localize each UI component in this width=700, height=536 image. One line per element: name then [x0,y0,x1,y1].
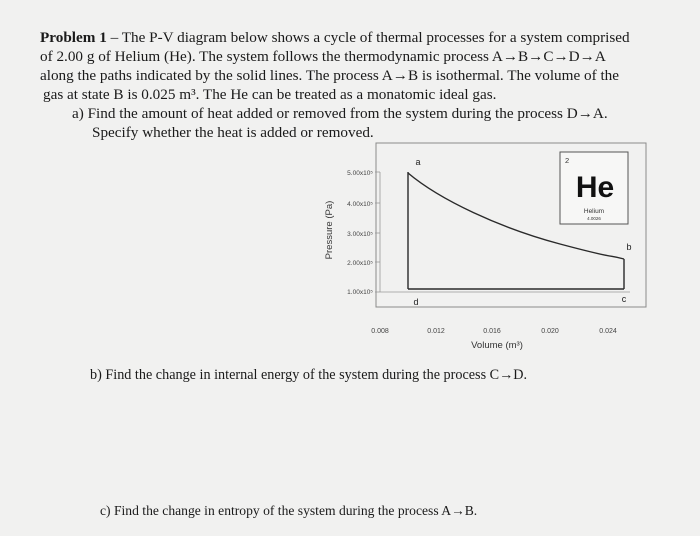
element-name: Helium [583,208,605,215]
x-axis-title: Volume (m³) [471,340,523,351]
point-label-a: a [415,157,421,167]
x-tick-label: 0.024 [599,328,617,335]
point-label-d: d [413,297,419,307]
part-a-line-2: Specify whether the heat is added or removed. [92,124,374,141]
problem-line-3: along the paths indicated by the solid lines. The process A→B is isothermal. The volume of the [40,67,619,84]
y-axis-title: Pressure (Pa) [324,200,335,260]
element-symbol: He [575,171,615,204]
part-c: c) Find the change in entropy of the system during the process A→B. [100,503,478,518]
part-b: b) Find the change in internal energy of the system during the process C→D. [90,367,528,383]
helium-element-box [560,152,628,224]
problem-line-2: of 2.00 g of Helium (He). The system follows the thermodynamic process A→B→C→D→A [40,48,606,65]
element-atomic-number: 2 [565,156,570,165]
x-tick-label: 0.008 [371,328,389,335]
x-tick-label: 0.016 [483,328,501,335]
x-tick-label: 0.020 [541,328,559,335]
problem-line-4: gas at state B is 0.025 m³. The He can be treated as a monatomic ideal gas. [43,86,497,103]
part-a-line-1: a) Find the amount of heat added or removed from the system during the process D→A. [72,105,608,122]
problem-line-1: Problem 1 – The P-V diagram below shows a cycle of thermal processes for a system comprised [40,29,630,46]
x-tick-label: 0.012 [427,328,445,335]
y-tick-label: 1.00x10⁵ [347,289,373,296]
y-tick-label: 4.00x10⁵ [347,201,373,208]
element-mass: 4.0026 [587,216,601,221]
point-label-b: b [626,242,632,252]
point-label-c: c [621,294,627,304]
y-tick-label: 3.00x10⁵ [347,231,373,238]
problem-title: Problem 1 [40,29,107,46]
y-tick-label: 5.00x10⁵ [347,170,373,177]
y-tick-label: 2.00x10⁵ [347,260,373,267]
